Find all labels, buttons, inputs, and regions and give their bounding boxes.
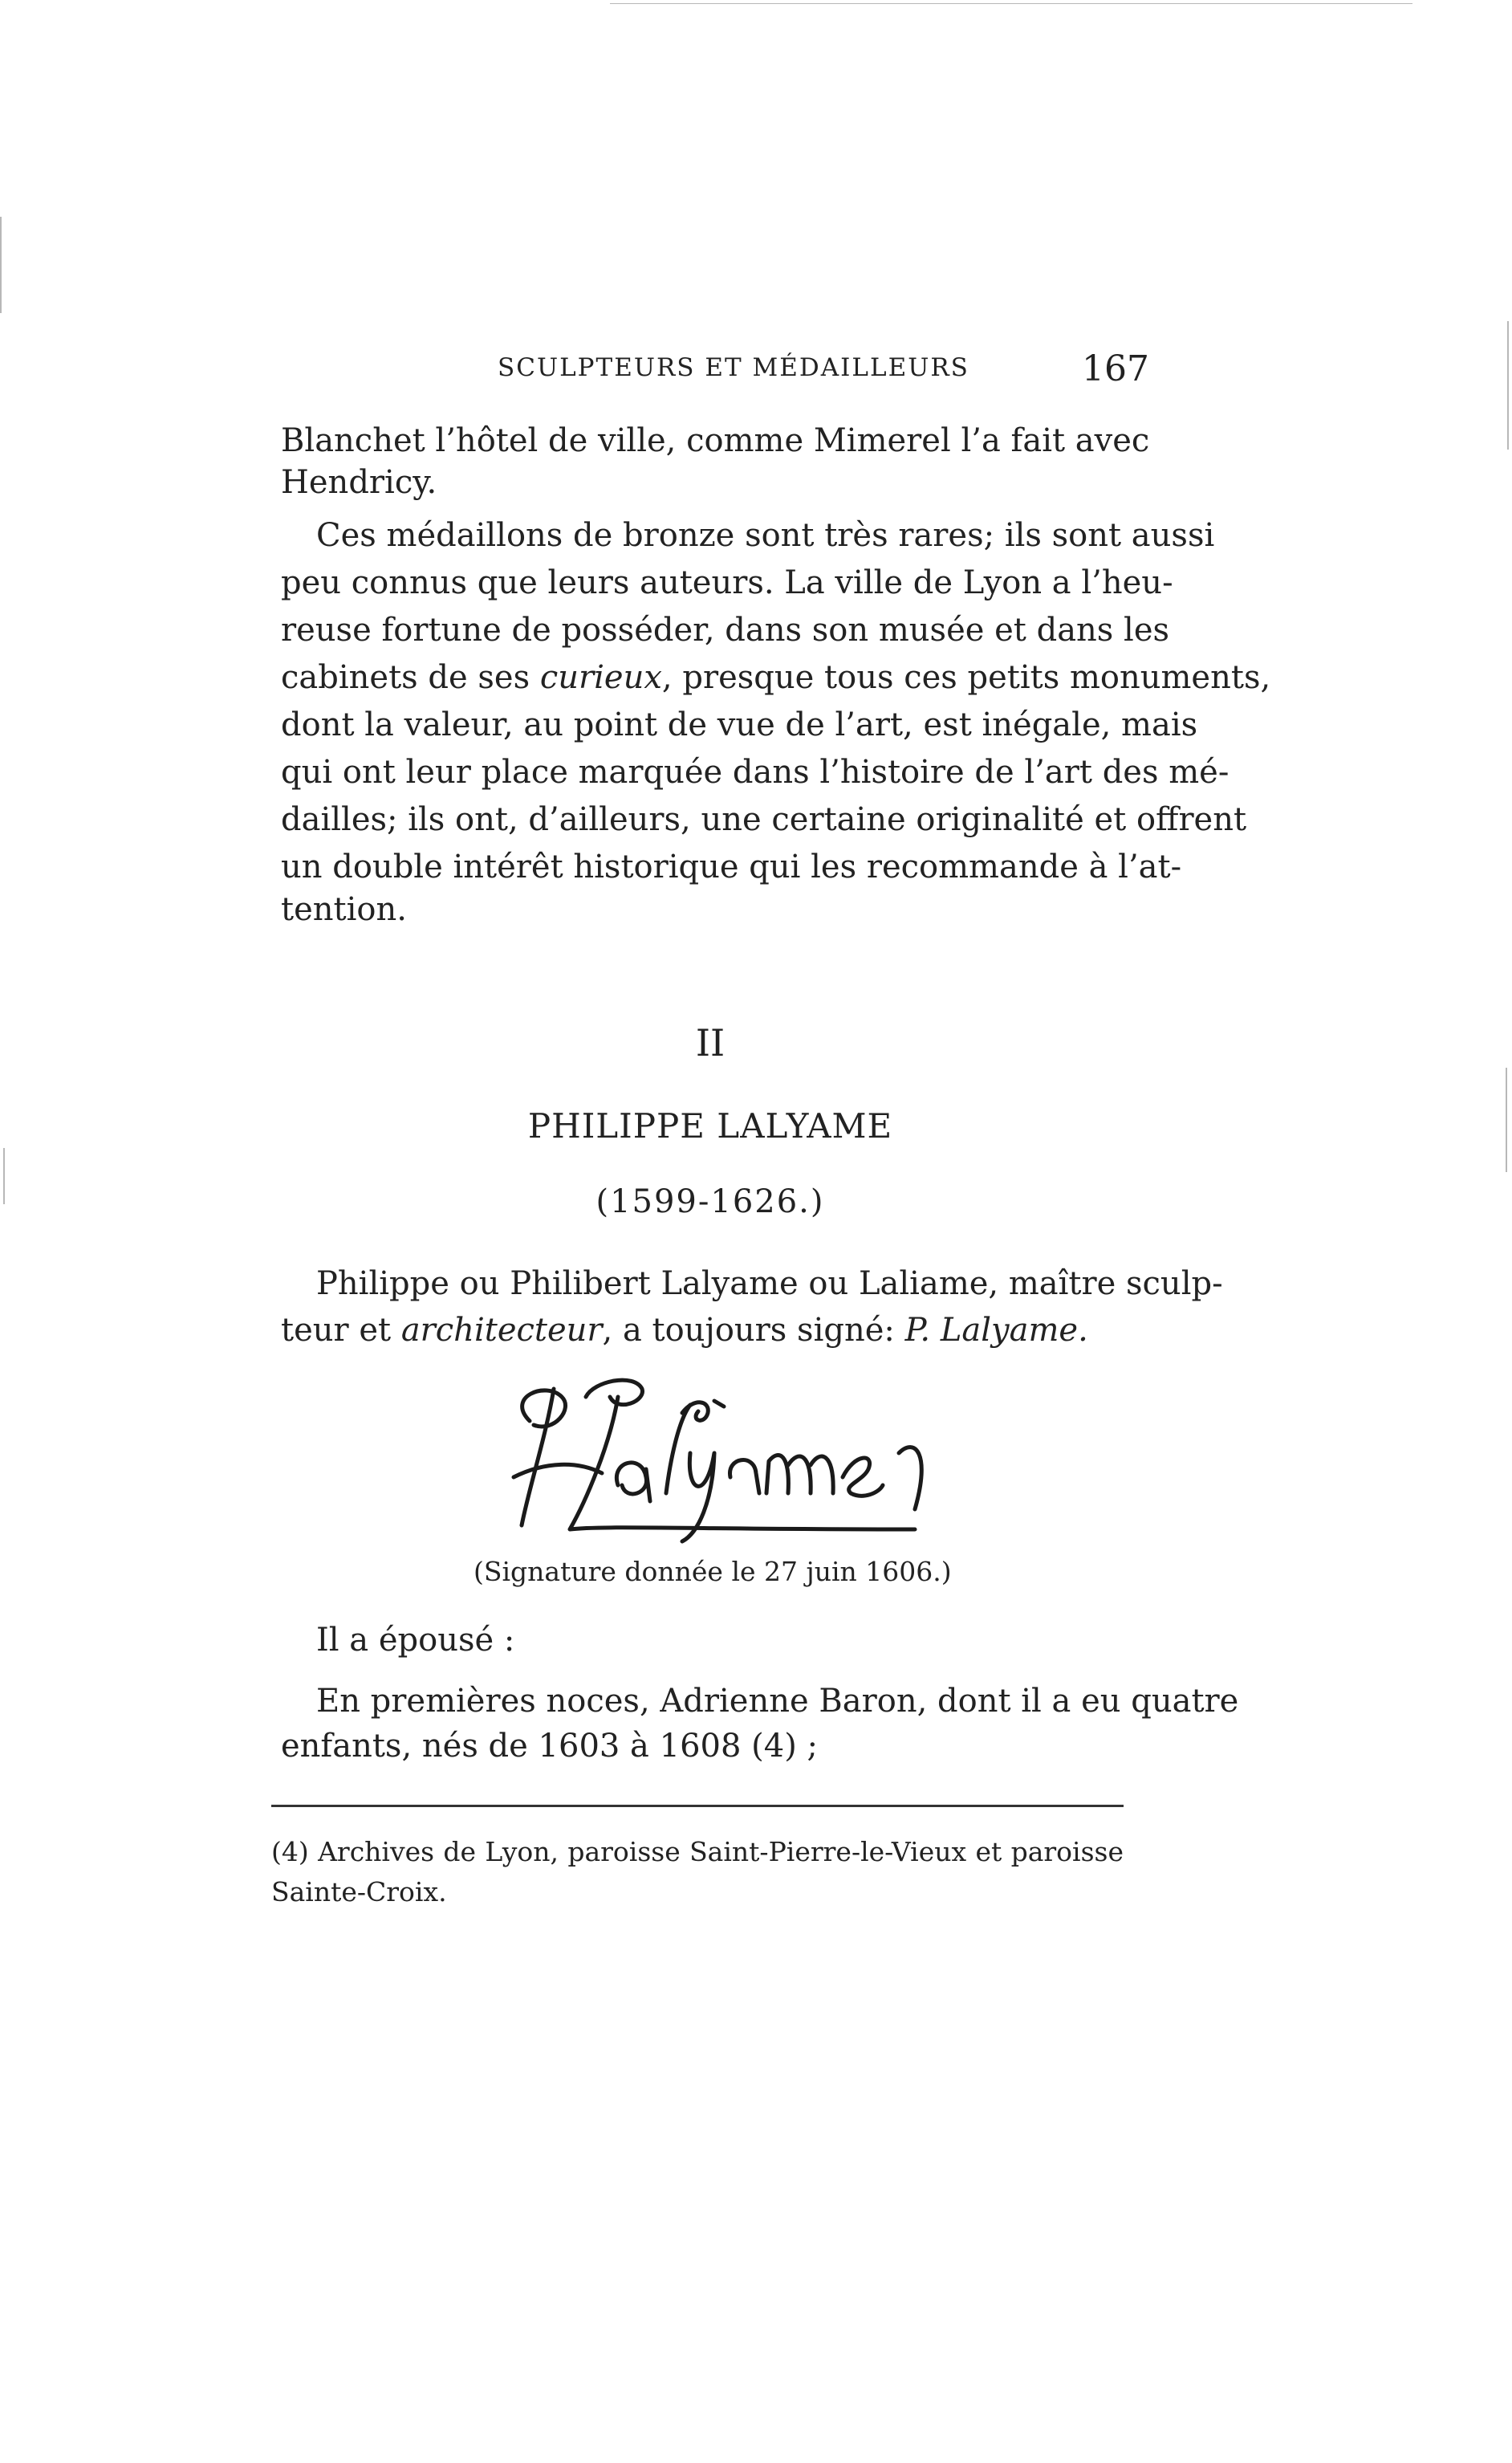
text-line: reuse fortune de posséder, dans son musée et dans les [281, 612, 1170, 649]
text-line: tention. [281, 891, 407, 928]
text-segment: , a toujours signé: [602, 1312, 905, 1349]
footnote-rule [271, 1805, 1124, 1807]
text-line: un double intérêt historique qui les recommande à l’at- [281, 849, 1182, 885]
scan-edge-right-lower [1506, 1068, 1507, 1172]
text-line [281, 1307, 1140, 1354]
text-line: En premières noces, Adrienne Baron, dont il a eu quatre [316, 1683, 1239, 1720]
section-title: PHILIPPE LALYAME [527, 1106, 893, 1146]
text-line: dailles; ils ont, d’ailleurs, une certaine originalité et offrent [281, 801, 1247, 838]
page-number: 167 [1082, 348, 1149, 389]
scan-edge-left [0, 217, 2, 313]
scan-edge-left-lower [3, 1148, 5, 1204]
italic-word: P. Lalyame. [904, 1312, 1088, 1349]
text-line: qui ont leur place marquée dans l’histoire de l’art des mé- [281, 754, 1230, 791]
footnote-line: (4) Archives de Lyon, paroisse Saint-Pierre-le-Vieux et paroisse [271, 1836, 1124, 1867]
footnote-line: Sainte-Croix. [271, 1876, 447, 1907]
italic-word: curieux [539, 659, 662, 696]
text-line [281, 654, 1271, 701]
section-number: II [695, 1021, 726, 1065]
signature-image [498, 1365, 947, 1549]
signature-caption: (Signature donnée le 27 juin 1606.) [474, 1556, 952, 1587]
text-line: Philippe ou Philibert Lalyame ou Laliame, maître sculp- [316, 1265, 1223, 1302]
italic-word: architecteur [400, 1312, 603, 1349]
text-line: dont la valeur, au point de vue de l’art, est inégale, mais [281, 706, 1198, 743]
text-line: Blanchet l’hôtel de ville, comme Mimerel l’a fait avec [281, 422, 1150, 459]
text-line: Hendricy. [281, 464, 437, 501]
running-title: SCULPTEURS ET MÉDAILLEURS [498, 353, 969, 382]
text-line: Il a épousé : [316, 1622, 515, 1659]
text-line: Ces médaillons de bronze sont très rares; ils sont aussi [316, 517, 1215, 554]
scan-edge-right [1507, 321, 1509, 450]
text-line: enfants, nés de 1603 à 1608 (4) ; [281, 1728, 818, 1765]
scan-edge-top [610, 3, 1412, 4]
text-segment: , presque tous ces petits monuments, [661, 659, 1271, 696]
text-segment: teur et [281, 1312, 401, 1349]
text-line: peu connus que leurs auteurs. La ville de Lyon a l’heu- [281, 564, 1173, 601]
text-segment: cabinets de ses [281, 659, 540, 696]
section-dates: (1599-1626.) [595, 1183, 825, 1220]
